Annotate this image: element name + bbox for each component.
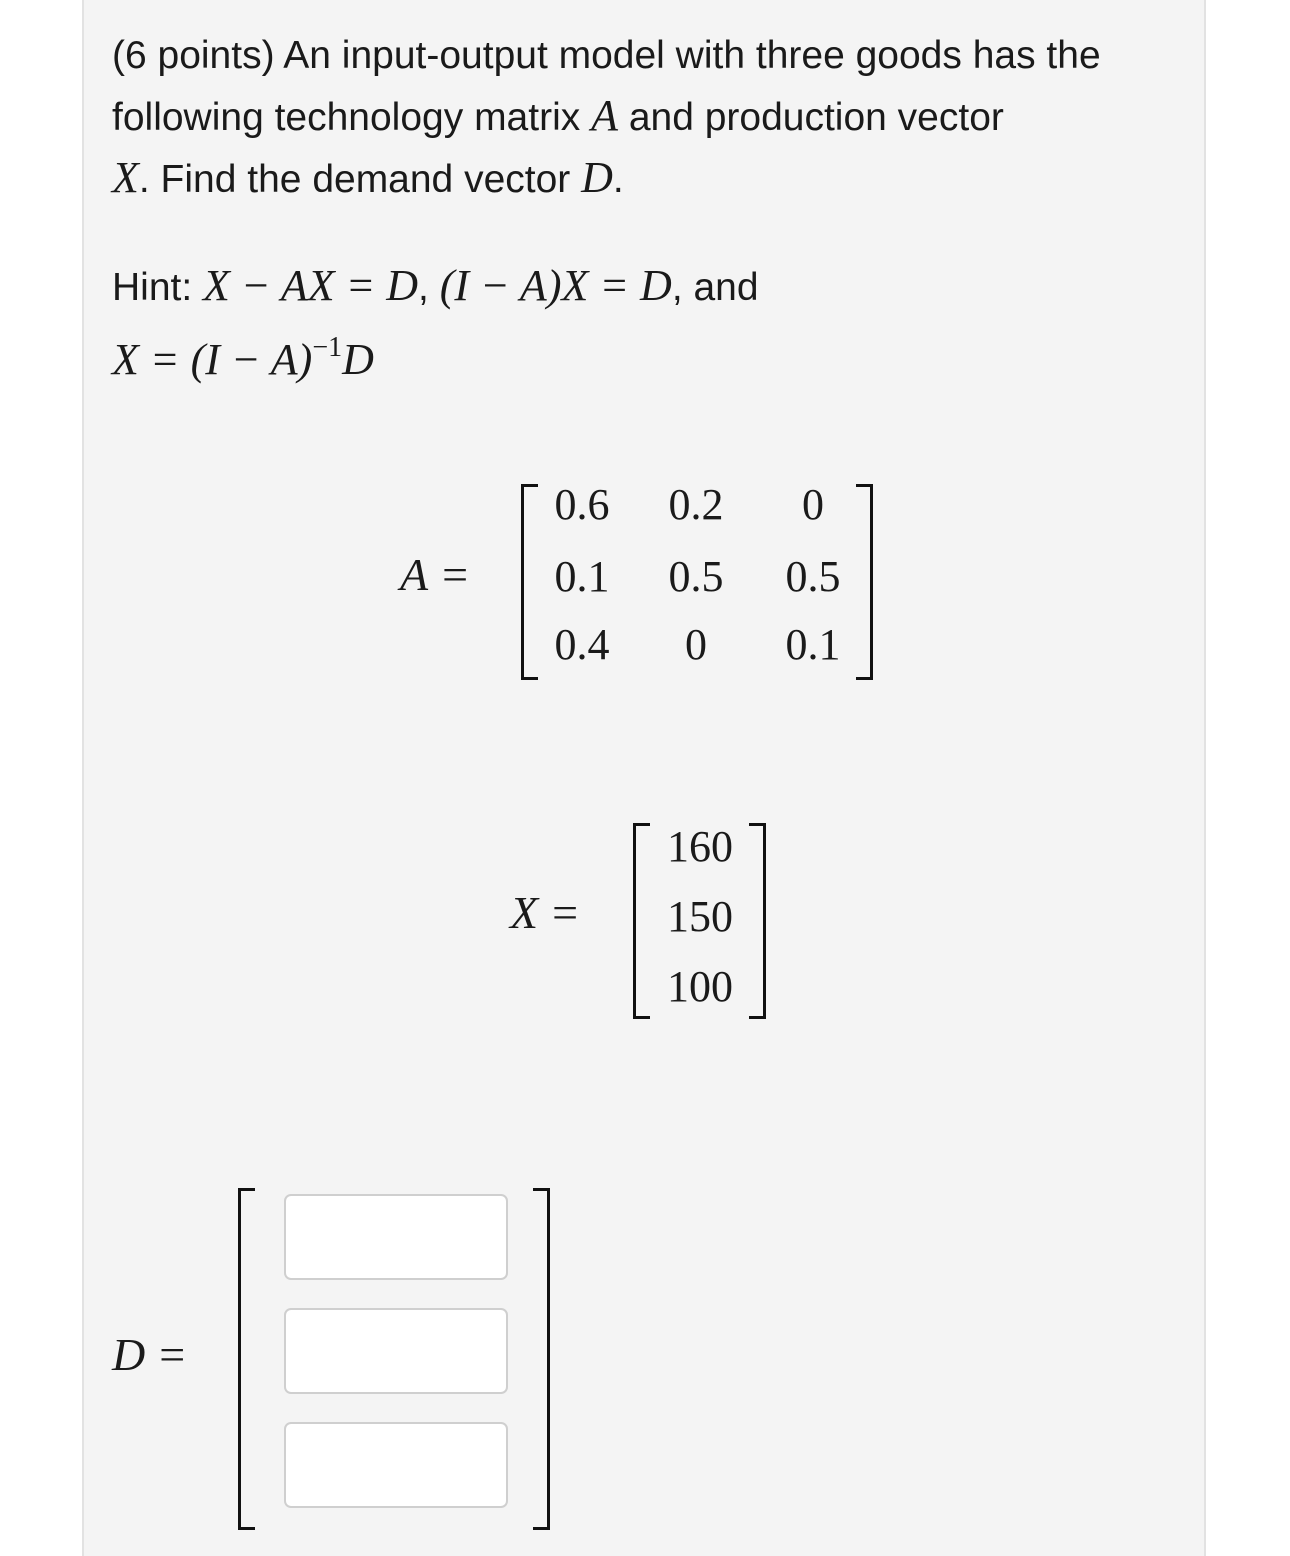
problem-text-3: . Find the demand vector [138,158,571,201]
matrix-A-equals: = [442,549,469,600]
problem-text-2: and production vector [628,96,1004,139]
vector-D-left-bracket [238,1188,255,1530]
vector-X-equals: = [552,887,579,938]
problem-text-4: . [612,158,624,201]
hint-and: , and [671,266,759,309]
vector-X-entry-1: 160 [667,822,733,871]
vector-X-label: X = [510,887,579,938]
answer-input-d2[interactable] [284,1308,508,1394]
matrix-A-left-bracket [521,484,538,680]
vector-D-right-bracket [533,1188,550,1530]
hint-eq2: (I − A)X = D [439,261,672,310]
vector-X-left-bracket [633,823,650,1019]
var-X: X [112,153,139,202]
answer-input-d3[interactable] [284,1422,508,1508]
problem-text-1: An input-output model with three goods has the following technology matrix [112,34,1101,139]
answer-input-d1[interactable] [284,1194,508,1280]
matrix-A-cell-r3-c1: 0.4 [554,620,610,669]
points-label: (6 points) [112,34,275,77]
matrix-A-right-bracket [856,484,873,680]
matrix-A-label: A = [400,549,469,600]
matrix-A-cell-r1-c1: 0.6 [554,480,610,529]
hint-eq3-end: D [342,335,374,384]
matrix-A-cell-r1-c3: 0 [802,480,824,529]
vector-X-entry-2: 150 [667,892,733,941]
problem-statement [112,26,1192,210]
hint-label: Hint: [112,266,193,309]
hint-eq3: X = (I − A) [112,335,313,384]
vector-X-entry-3: 100 [667,962,733,1011]
vector-D-label: D = [112,1329,186,1380]
matrix-A-cell-r3-c3: 0.1 [785,620,841,669]
matrix-A-cell-r1-c2: 0.2 [668,480,724,529]
matrix-A-cell-r2-c1: 0.1 [554,552,610,601]
vector-D-equals: = [159,1329,186,1380]
matrix-A-cell-r3-c2: 0 [685,620,707,669]
hint-sep: , [418,266,429,309]
hint-eq3-exponent: −1 [312,332,343,363]
matrix-A-cell-r2-c3: 0.5 [785,552,841,601]
var-D: D [581,153,613,202]
matrix-A-cell-r2-c2: 0.5 [668,552,724,601]
hint [112,256,1192,392]
hint-eq1: X − AX = D [203,261,419,310]
vector-X-right-bracket [749,823,766,1019]
var-A: A [591,91,618,140]
